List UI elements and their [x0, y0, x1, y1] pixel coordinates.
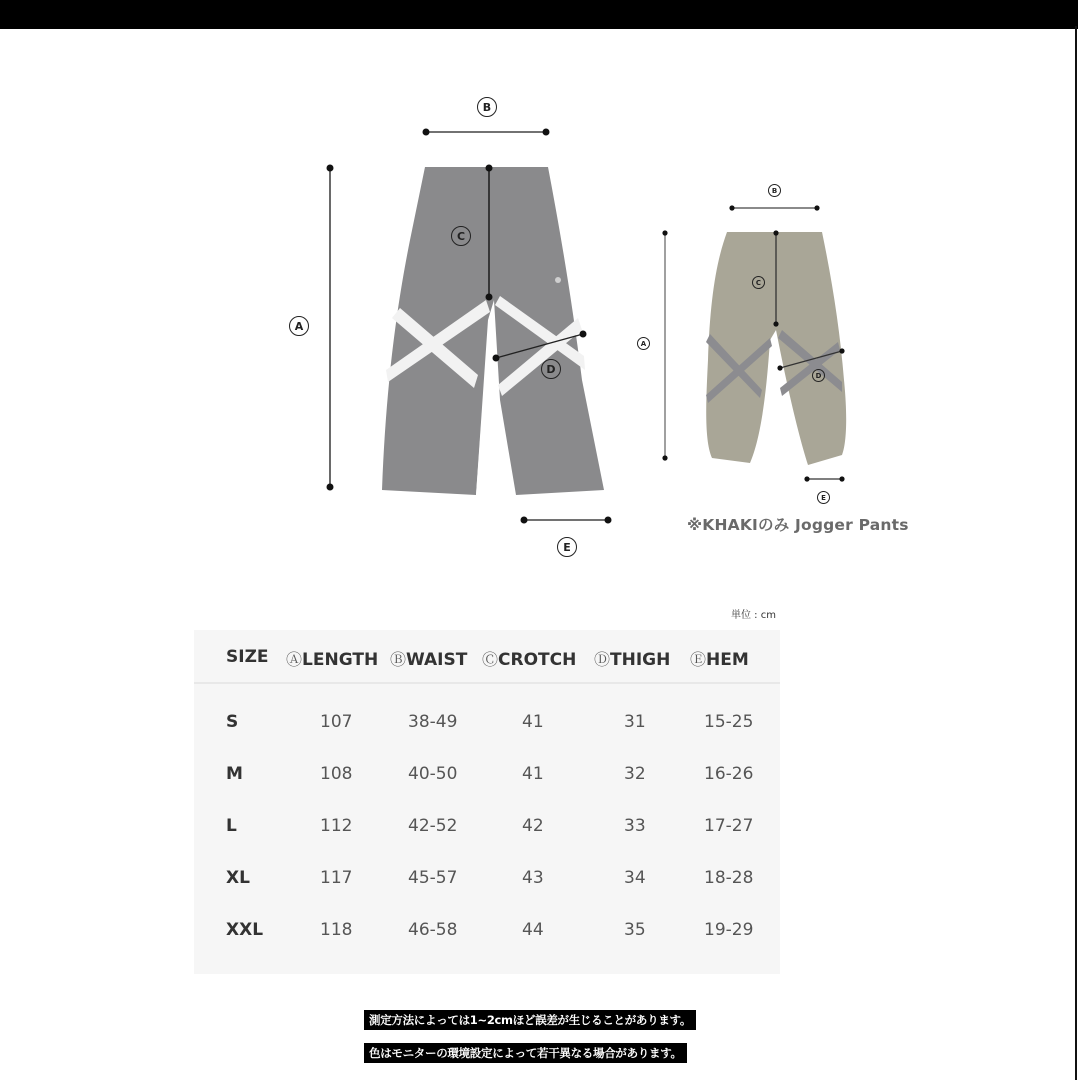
- cell-size: XXL: [226, 920, 264, 940]
- header-size: SIZE: [226, 647, 269, 667]
- jogger-label-a-icon: A: [637, 337, 650, 350]
- label-e-icon: E: [557, 537, 577, 557]
- cell-waist: 46-58: [408, 920, 458, 940]
- cell-thigh: 31: [624, 712, 646, 732]
- header-waist: ⒷWAIST: [390, 650, 468, 670]
- marker-b-icon: Ⓑ: [390, 650, 407, 669]
- cell-hem: 18-28: [704, 868, 754, 888]
- cell-crotch: 42: [522, 816, 544, 836]
- header-divider: [194, 682, 780, 684]
- table-row: [194, 712, 780, 764]
- cell-crotch: 44: [522, 920, 544, 940]
- marker-d-icon: Ⓓ: [594, 650, 611, 669]
- cell-length: 118: [320, 920, 353, 940]
- cell-length: 117: [320, 868, 353, 888]
- unit-label: 単位 : cm: [731, 610, 776, 621]
- table-header: [194, 630, 780, 682]
- note-color-difference: 色はモニターの環境設定によって若干異なる場合があります。: [364, 1043, 687, 1063]
- header-crotch: ⒸCROTCH: [482, 650, 577, 670]
- cell-length: 112: [320, 816, 353, 836]
- cell-hem: 17-27: [704, 816, 754, 836]
- header-length: ⒶLENGTH: [286, 650, 379, 670]
- cell-thigh: 34: [624, 868, 646, 888]
- marker-c-icon: Ⓒ: [482, 650, 499, 669]
- header-hem: ⒺHEM: [690, 650, 749, 670]
- cell-size: L: [226, 816, 237, 836]
- jogger-label-c-icon: C: [752, 276, 765, 289]
- jogger-label-d-icon: D: [812, 369, 825, 382]
- cell-crotch: 41: [522, 712, 544, 732]
- cell-crotch: 41: [522, 764, 544, 784]
- cell-hem: 16-26: [704, 764, 754, 784]
- jogger-label-b-icon: B: [768, 184, 781, 197]
- cell-hem: 19-29: [704, 920, 754, 940]
- jogger-label-e-icon: E: [817, 491, 830, 504]
- cell-thigh: 33: [624, 816, 646, 836]
- size-table: [194, 630, 780, 974]
- cell-size: S: [226, 712, 239, 732]
- table-row: [194, 920, 780, 972]
- cell-waist: 38-49: [408, 712, 458, 732]
- cell-size: M: [226, 764, 243, 784]
- table-row: [194, 816, 780, 868]
- cell-hem: 15-25: [704, 712, 754, 732]
- cell-waist: 42-52: [408, 816, 458, 836]
- cell-thigh: 32: [624, 764, 646, 784]
- label-d-icon: D: [541, 359, 561, 379]
- cell-thigh: 35: [624, 920, 646, 940]
- jogger-caption: ※KHAKIのみ Jogger Pants: [687, 516, 909, 534]
- marker-a-icon: Ⓐ: [286, 650, 303, 669]
- table-row: [194, 868, 780, 920]
- cell-waist: 40-50: [408, 764, 458, 784]
- table-row: [194, 764, 780, 816]
- note-measurement-error: 測定方法によっては1~2cmほど誤差が生じることがあります。: [364, 1010, 696, 1030]
- label-a-icon: A: [289, 316, 309, 336]
- cell-length: 108: [320, 764, 353, 784]
- marker-e-icon: Ⓔ: [690, 650, 707, 669]
- header-thigh: ⒹTHIGH: [594, 650, 671, 670]
- label-b-icon: B: [477, 97, 497, 117]
- cell-size: XL: [226, 868, 250, 888]
- label-c-icon: C: [451, 226, 471, 246]
- cell-waist: 45-57: [408, 868, 458, 888]
- cell-crotch: 43: [522, 868, 544, 888]
- cell-length: 107: [320, 712, 353, 732]
